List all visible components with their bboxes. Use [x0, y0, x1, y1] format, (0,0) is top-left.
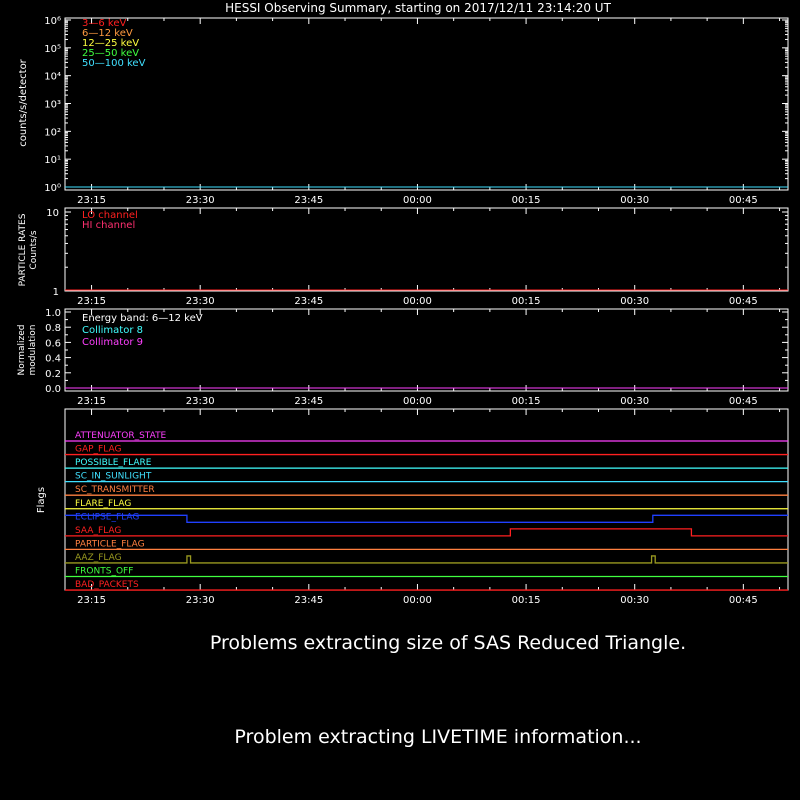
livetime-message: Problem extracting LIVETIME information... [234, 726, 642, 748]
y-tick-label: 0.6 [45, 338, 61, 350]
x-tick-label: 00:15 [511, 595, 541, 606]
x-tick-label: 23:30 [185, 296, 215, 307]
y-tick-label: 0.4 [45, 353, 61, 365]
x-tick-label: 23:15 [77, 396, 106, 407]
flag-label: FRONTS_OFF [75, 566, 134, 577]
y-axis-label: Counts/s [29, 230, 39, 270]
panel-frame-0 [65, 18, 788, 190]
y-tick-label: 10 [46, 208, 59, 219]
y-tick-label: 10² [44, 127, 61, 139]
legend-entry: 25—50 keV [82, 48, 140, 59]
y-axis-label: counts/s/detector [18, 59, 29, 147]
x-tick-label: 00:15 [511, 296, 541, 307]
y-tick-label: 1.0 [45, 308, 61, 319]
y-axis-label: Normalized [17, 324, 27, 376]
y-tick-label: 10⁴ [44, 71, 61, 83]
flag-label: SC_IN_SUNLIGHT [75, 471, 152, 482]
flag-label: BAD_PACKETS [75, 580, 139, 591]
flag-label: FLARE_FLAG [75, 498, 132, 509]
x-tick-label: 23:45 [294, 595, 324, 606]
flag-label: GAP_FLAG [75, 444, 122, 455]
x-tick-label: 23:30 [185, 195, 215, 206]
panel-frame-1 [65, 208, 788, 291]
legend-entry: Collimator 8 [82, 325, 143, 336]
x-tick-label: 23:15 [77, 595, 106, 606]
x-tick-label: 00:45 [728, 195, 758, 206]
y-tick-label: 0.0 [45, 384, 61, 395]
x-tick-label: 00:15 [511, 195, 541, 206]
legend-title: Energy band: 6—12 keV [82, 313, 203, 324]
x-tick-label: 00:30 [620, 296, 650, 307]
x-tick-label: 00:15 [511, 396, 541, 407]
flag-label: PARTICLE_FLAG [75, 539, 145, 550]
y-tick-label: 0.2 [45, 368, 61, 380]
legend-entry: 6—12 keV [82, 28, 133, 39]
x-tick-label: 23:15 [77, 195, 106, 206]
x-tick-label: 00:30 [620, 195, 650, 206]
x-tick-label: 23:30 [185, 595, 215, 606]
flag-label: POSSIBLE_FLARE [75, 458, 152, 469]
flag-label: SAA_FLAG [75, 525, 122, 536]
legend-entry: 3—6 keV [82, 18, 127, 29]
sas-triangle-message: Problems extracting size of SAS Reduced Triangle. [209, 632, 687, 654]
plot-title: HESSI Observing Summary, starting on 2017/12/11 23:14:20 UT [225, 1, 611, 15]
legend-entry: 50—100 keV [82, 58, 146, 69]
x-tick-label: 00:00 [403, 396, 432, 407]
flag-label: ECLIPSE_FLAG [75, 512, 140, 523]
y-axis-label: modulation [28, 324, 38, 376]
y-tick-label: 1 [52, 287, 59, 298]
flag-label: ATTENUATOR_STATE [75, 431, 167, 441]
x-tick-label: 23:30 [185, 396, 215, 407]
y-tick-label: 10⁵ [44, 43, 61, 55]
legend-entry: LO channel [82, 210, 138, 221]
x-tick-label: 23:45 [294, 296, 324, 307]
y-tick-label: 10⁶ [44, 16, 61, 27]
legend-entry: HI channel [82, 220, 136, 231]
legend-entry: Collimator 9 [82, 337, 143, 348]
x-tick-label: 00:45 [728, 595, 758, 606]
y-axis-label: Flags [36, 486, 47, 514]
x-tick-label: 00:30 [620, 595, 650, 606]
legend-entry: 12—25 keV [82, 38, 140, 49]
x-tick-label: 23:45 [294, 195, 324, 206]
y-tick-label: 10⁰ [44, 183, 61, 194]
y-tick-label: 10³ [44, 99, 61, 111]
flag-line [65, 556, 788, 563]
x-tick-label: 23:45 [294, 396, 324, 407]
y-axis-label: PARTICLE RATES [18, 213, 28, 287]
x-tick-label: 00:00 [403, 195, 432, 206]
flag-label: AAZ_FLAG [75, 552, 122, 563]
y-tick-label: 0.8 [45, 323, 61, 335]
x-tick-label: 00:30 [620, 396, 650, 407]
x-tick-label: 00:00 [403, 595, 432, 606]
flag-line [65, 515, 788, 522]
y-tick-label: 10¹ [44, 155, 61, 167]
flag-line [65, 529, 788, 536]
flag-label: SC_TRANSMITTER [75, 485, 155, 496]
x-tick-label: 00:45 [728, 396, 758, 407]
x-tick-label: 00:45 [728, 296, 758, 307]
x-tick-label: 23:15 [77, 296, 106, 307]
x-tick-label: 00:00 [403, 296, 432, 307]
